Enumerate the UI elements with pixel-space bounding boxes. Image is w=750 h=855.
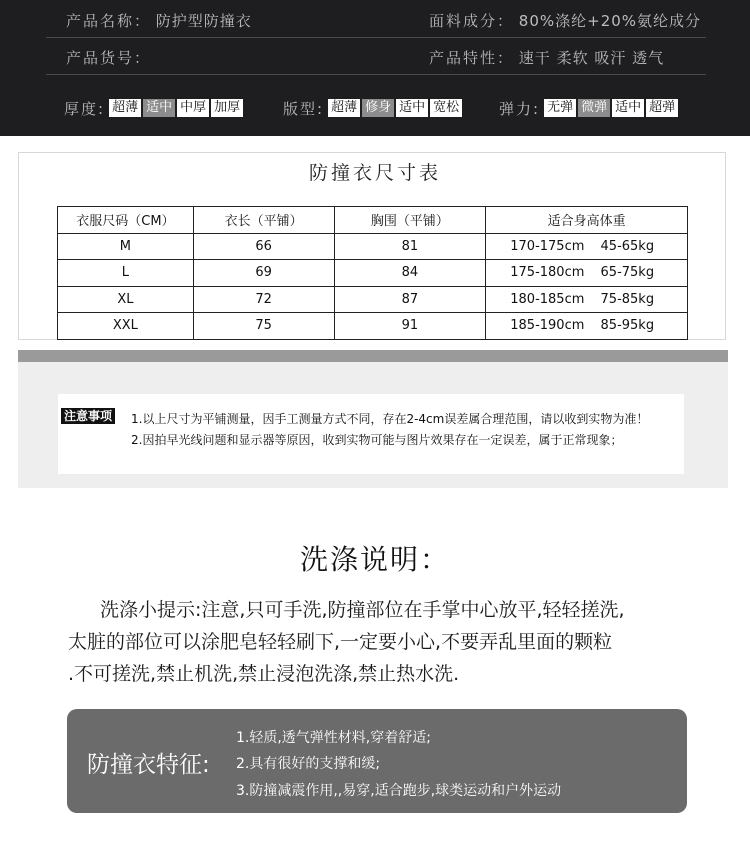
thickness-option-3: 中厚 — [177, 99, 209, 117]
product-features — [429, 47, 664, 68]
washing-line-3: .不可搓洗,禁止机洗,禁止浸泡洗涤,禁止热水洗. — [68, 663, 460, 685]
table-row — [58, 313, 688, 340]
height-weight-cell: 175-180cm 65-75kg — [486, 260, 688, 287]
elasticity-label: 弹力: — [499, 99, 541, 118]
thickness-option-1: 超薄 — [109, 99, 141, 117]
chest-cell: 84 — [334, 260, 486, 287]
feature-item-2: 2.具有很好的支撑和缓; — [236, 756, 381, 772]
table-row — [58, 260, 688, 287]
fit-option-4: 宽松 — [430, 99, 462, 117]
feature-item-3: 3.防撞减震作用,,易穿,适合跑步,球类运动和户外运动 — [236, 783, 562, 799]
length-cell: 72 — [193, 286, 334, 313]
product-no-label: 产品货号： — [66, 49, 152, 67]
elasticity-group — [499, 96, 680, 120]
info-row-1 — [46, 2, 706, 38]
features-value: 速干 柔软 吸汗 透气 — [518, 49, 665, 67]
thickness-option-4: 加厚 — [211, 99, 243, 117]
chest-cell: 91 — [334, 313, 486, 340]
elasticity-option-4: 超弹 — [646, 99, 678, 117]
table-row — [58, 286, 688, 313]
product-info-header — [0, 0, 750, 136]
table-row — [58, 233, 688, 260]
chest-cell: 87 — [334, 286, 486, 313]
size-cell: XXL — [58, 313, 194, 340]
fit-label: 版型: — [283, 99, 325, 118]
elasticity-option-3: 适中 — [612, 99, 644, 117]
fabric — [429, 10, 701, 31]
washing-line-2: 太脏的部位可以涂肥皂轻轻刷下,一定要小心,不要弄乱里面的颗粒 — [68, 631, 613, 653]
length-cell: 75 — [193, 313, 334, 340]
notice-line-2: 2.因拍早光线问题和显示器等原因，收到实物可能与图片效果存在一定误差，属于正常现象； — [131, 433, 623, 447]
features-label: 产品特性： — [429, 49, 515, 67]
height-weight-cell: 170-175cm 45-65kg — [486, 233, 688, 260]
fabric-label: 面料成分： — [429, 12, 515, 30]
length-cell: 69 — [193, 260, 334, 287]
washing-line-1: 洗涤小提示:注意,只可手洗,防撞部位在手掌中心放平,轻轻搓洗, — [100, 599, 625, 621]
header-length: 衣长（平铺） — [193, 207, 334, 234]
info-row-2 — [46, 39, 706, 75]
product-name-label: 产品名称： — [66, 12, 152, 30]
size-chart-title: 防撞衣尺寸表 — [308, 162, 441, 184]
attribute-row — [0, 96, 750, 120]
header-size: 衣服尺码（CM） — [58, 207, 194, 234]
fit-option-2: 修身 — [362, 99, 394, 117]
chest-cell: 81 — [334, 233, 486, 260]
fabric-value: 80%涤纶+20%氨纶成分 — [518, 12, 702, 30]
thickness-label: 厚度: — [64, 99, 106, 118]
height-weight-cell: 185-190cm 85-95kg — [486, 313, 688, 340]
product-name — [66, 10, 252, 31]
product-no — [66, 47, 151, 68]
size-cell: L — [58, 260, 194, 287]
divider-bar — [18, 350, 728, 362]
length-cell: 66 — [193, 233, 334, 260]
header-height-weight: 适合身高体重 — [486, 207, 688, 234]
elasticity-option-1: 无弹 — [544, 99, 576, 117]
product-name-value: 防护型防撞衣 — [155, 12, 252, 30]
height-weight-cell: 180-185cm 75-85kg — [486, 286, 688, 313]
thickness-option-2: 适中 — [143, 99, 175, 117]
size-table-header — [58, 207, 688, 234]
thickness-group — [64, 96, 245, 120]
size-table — [57, 206, 688, 340]
notice-tag: 注意事项 — [61, 408, 115, 424]
size-cell: M — [58, 233, 194, 260]
fit-group — [283, 96, 464, 120]
notice-line-1: 1.以上尺寸为平铺测量，因手工测量方式不同，存在2-4cm误差属合理范围，请以收到实物为准！ — [131, 412, 649, 426]
size-cell: XL — [58, 286, 194, 313]
feature-title: 防撞衣特征: — [87, 752, 210, 778]
elasticity-option-2: 微弹 — [578, 99, 610, 117]
feature-item-1: 1.轻质,透气弹性材料,穿着舒适; — [236, 730, 431, 746]
fit-option-3: 适中 — [396, 99, 428, 117]
header-chest: 胸围（平铺） — [334, 207, 486, 234]
fit-option-1: 超薄 — [328, 99, 360, 117]
washing-title: 洗涤说明： — [299, 543, 450, 576]
